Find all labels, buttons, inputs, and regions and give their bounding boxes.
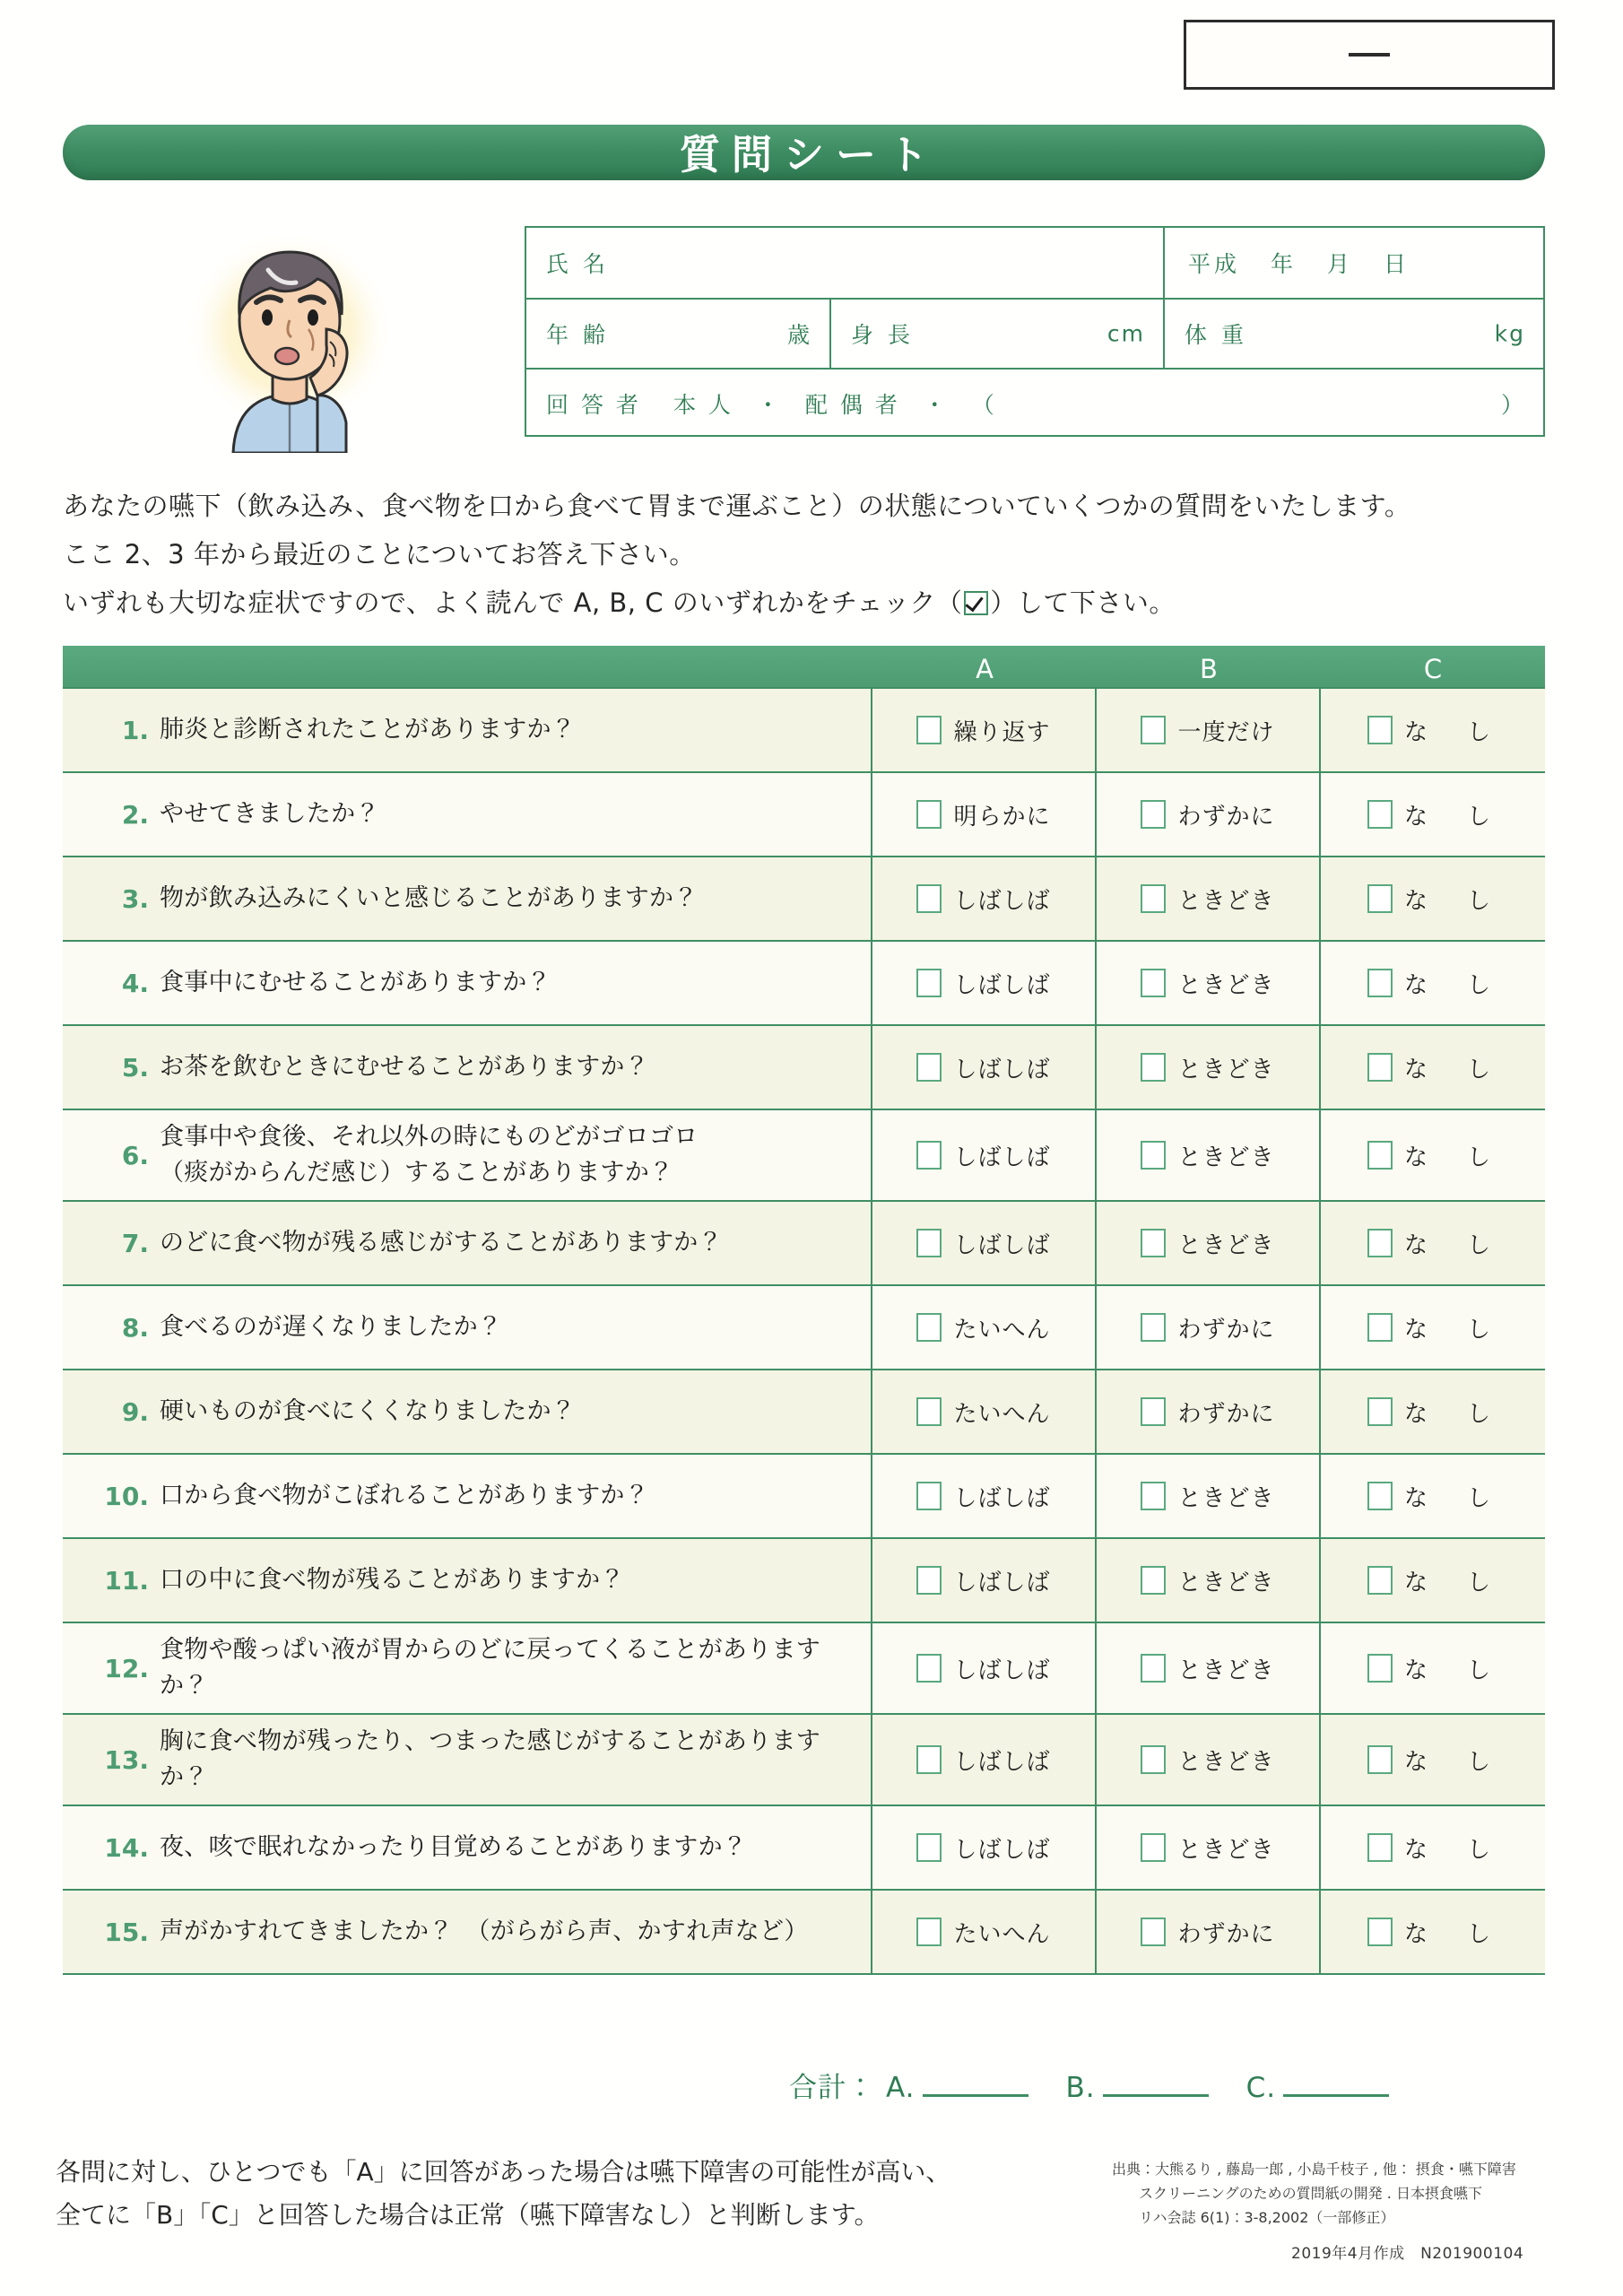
height-unit: cm: [1107, 320, 1145, 347]
name-label: 氏 名: [546, 251, 609, 277]
option-cell-c[interactable]: [1321, 689, 1545, 771]
checkbox-c[interactable]: [1367, 1313, 1393, 1342]
respondent-spouse-option[interactable]: 配 偶 者: [804, 391, 900, 418]
age-field[interactable]: [526, 300, 831, 368]
option-cell-a[interactable]: [872, 1202, 1097, 1284]
checkbox-b[interactable]: [1141, 1397, 1166, 1426]
citation-line-1: 出典：大熊るり , 藤島一郎 , 小島千枝子 , 他： 摂食・嚥下障害: [1112, 2161, 1516, 2178]
info-row-age-height-weight: [526, 300, 1543, 370]
checkbox-b[interactable]: [1141, 800, 1166, 829]
option-label-a: しばしば: [953, 1144, 1051, 1171]
option-cell-b[interactable]: [1097, 773, 1321, 856]
respondent-separator-1: ・: [756, 391, 782, 418]
option-label-b: 一度だけ: [1177, 718, 1275, 746]
intro-text: [63, 484, 1569, 630]
table-row: [63, 1202, 1545, 1286]
citation-line-2: スクリーニングのための質問紙の開発 . 日本摂食嚥下: [1139, 2185, 1482, 2202]
option-label-a: 明らかに: [953, 803, 1051, 831]
option-label-b: ときどき: [1177, 1484, 1275, 1512]
question-number: 9.: [121, 1396, 149, 1427]
weight-label: 体 重: [1185, 322, 1247, 348]
option-label-b: ときどき: [1177, 1748, 1275, 1776]
checkbox-b[interactable]: [1141, 969, 1166, 997]
footer-note-line-1: 各問に対し、ひとつでも「A」に回答があった場合は嚥下障害の可能性が高い、: [56, 2157, 951, 2187]
year-label: 年: [1271, 251, 1298, 277]
checkbox-c[interactable]: [1367, 1745, 1393, 1774]
checkbox-b[interactable]: [1141, 1482, 1166, 1510]
checkbox-a[interactable]: [916, 1053, 942, 1082]
totals-b[interactable]: [1066, 2072, 1209, 2104]
question-cell: [63, 942, 872, 1024]
question-text: 食事中や食後、それ以外の時にものどがゴロゴロ （痰がからんだ感じ）することがありますか？: [160, 1123, 699, 1187]
totals-a-blank[interactable]: [923, 2076, 1028, 2097]
option-label-a: しばしば: [953, 1836, 1051, 1864]
question-cell: [63, 1286, 872, 1369]
question-text: 食物や酸っぱい液が胃からのどに戻ってくることがありますか？: [160, 1636, 821, 1700]
option-cell-b[interactable]: [1097, 1623, 1321, 1713]
respondent-field[interactable]: [526, 370, 1543, 437]
respondent-other-close-paren: ）: [1500, 391, 1525, 418]
question-text: のどに食べ物が残る感じがすることがありますか？: [160, 1229, 723, 1257]
questions-rows-container: [63, 687, 1545, 1975]
questions-table: [63, 646, 1545, 1975]
option-label-b: わずかに: [1177, 1920, 1275, 1948]
checkbox-b[interactable]: [1141, 1654, 1166, 1683]
option-cell-c[interactable]: [1321, 1110, 1545, 1200]
option-label-c: な し: [1403, 1657, 1498, 1684]
age-label: 年 齢: [546, 322, 609, 348]
option-cell-c[interactable]: [1321, 773, 1545, 856]
stamp-box: [1184, 20, 1555, 90]
checkbox-c[interactable]: [1367, 1482, 1393, 1510]
question-number: 3.: [121, 883, 149, 914]
totals-b-blank[interactable]: [1103, 2076, 1209, 2097]
intro-line-3-part-b: ）して下さい。: [990, 587, 1176, 618]
weight-field[interactable]: [1165, 300, 1543, 368]
option-label-c: な し: [1403, 1144, 1498, 1171]
option-cell-c[interactable]: [1321, 1715, 1545, 1805]
totals-label: 合計：: [789, 2072, 875, 2104]
option-cell-c[interactable]: [1321, 1286, 1545, 1369]
option-label-a: たいへん: [953, 1400, 1051, 1428]
intro-line-2: ここ 2、3 年から最近のことについてお答え下さい。: [63, 539, 696, 570]
option-label-c: な し: [1403, 1920, 1498, 1948]
option-cell-a[interactable]: [872, 1539, 1097, 1622]
question-text: やせてきましたか？: [160, 800, 380, 828]
checkbox-a[interactable]: [916, 800, 942, 829]
question-text: 夜、咳で眠れなかったり目覚めることがありますか？: [160, 1833, 748, 1861]
question-number: 13.: [104, 1744, 149, 1775]
column-header-a: A: [976, 654, 994, 684]
totals-b-label: B.: [1065, 2072, 1096, 2104]
citation-line-3: リハ会誌 6(1)：3-8,2002（一部修正）: [1139, 2209, 1395, 2226]
option-cell-b[interactable]: [1097, 1539, 1321, 1622]
question-cell: [63, 773, 872, 856]
elderly-person-illustration: [151, 220, 429, 453]
option-cell-b[interactable]: [1097, 1110, 1321, 1200]
checked-checkbox-icon: [964, 591, 988, 615]
respondent-label: 回 答 者: [546, 391, 641, 418]
checkbox-c[interactable]: [1367, 1141, 1393, 1170]
question-number: 15.: [104, 1917, 149, 1947]
option-label-b: ときどき: [1177, 1569, 1275, 1596]
question-cell: [63, 1539, 872, 1622]
question-cell: [63, 1026, 872, 1109]
intro-line-1: あなたの嚥下（飲み込み、食べ物を口から食べて胃まで運ぶこと）の状態についていくつかの質問をいたします。: [63, 491, 1411, 521]
option-label-a: 繰り返す: [953, 718, 1051, 746]
checkbox-b[interactable]: [1141, 716, 1166, 744]
date-field[interactable]: [1165, 228, 1543, 298]
checkbox-c[interactable]: [1367, 884, 1393, 913]
table-row: [63, 1026, 1545, 1110]
checkbox-c[interactable]: [1367, 1566, 1393, 1595]
question-text: 口から食べ物がこぼれることがありますか？: [160, 1482, 649, 1509]
question-cell: [63, 1110, 872, 1200]
table-row: [63, 1623, 1545, 1715]
checkbox-b[interactable]: [1141, 884, 1166, 913]
option-label-c: な し: [1403, 887, 1498, 915]
option-label-b: わずかに: [1177, 1316, 1275, 1344]
option-cell-a[interactable]: [872, 773, 1097, 856]
checkbox-c[interactable]: [1367, 969, 1393, 997]
column-header-b: B: [1200, 654, 1218, 684]
question-text: 肺炎と診断されたことがありますか？: [160, 716, 577, 744]
info-row-respondent: [526, 370, 1543, 437]
option-cell-c[interactable]: [1321, 1455, 1545, 1537]
checkbox-b[interactable]: [1141, 1053, 1166, 1082]
checkbox-a[interactable]: [916, 1313, 942, 1342]
table-row: [63, 1806, 1545, 1891]
option-cell-c[interactable]: [1321, 1026, 1545, 1109]
option-cell-a[interactable]: [872, 1715, 1097, 1805]
question-number: 2.: [121, 799, 149, 830]
checkbox-a[interactable]: [916, 1918, 942, 1946]
question-cell: [63, 1370, 872, 1453]
option-label-a: しばしば: [953, 1231, 1051, 1259]
option-label-c: な し: [1403, 1484, 1498, 1512]
checkbox-c[interactable]: [1367, 1918, 1393, 1946]
respondent-self-option[interactable]: 本 人: [673, 391, 733, 418]
checkbox-a[interactable]: [916, 1141, 942, 1170]
option-cell-c[interactable]: [1321, 942, 1545, 1024]
option-cell-a[interactable]: [872, 1455, 1097, 1537]
table-row: [63, 1370, 1545, 1455]
option-label-b: わずかに: [1177, 1400, 1275, 1428]
option-label-c: な し: [1403, 718, 1498, 746]
option-label-c: な し: [1403, 1748, 1498, 1776]
height-label: 身 長: [851, 322, 914, 348]
option-label-a: しばしば: [953, 1056, 1051, 1083]
totals-a[interactable]: [886, 2072, 1028, 2104]
question-text: 物が飲み込みにくいと感じることがありますか？: [160, 884, 699, 912]
table-row: [63, 1715, 1545, 1806]
checkbox-b[interactable]: [1141, 1313, 1166, 1342]
checkbox-c[interactable]: [1367, 1833, 1393, 1862]
question-number: 8.: [121, 1312, 149, 1343]
option-label-c: な し: [1403, 1569, 1498, 1596]
checkbox-b[interactable]: [1141, 1229, 1166, 1257]
option-cell-c[interactable]: [1321, 1202, 1545, 1284]
checkbox-a[interactable]: [916, 1229, 942, 1257]
question-cell: [63, 1202, 872, 1284]
checkbox-c[interactable]: [1367, 1654, 1393, 1683]
page-title: 質問シート: [679, 131, 940, 179]
intro-line-3: [63, 581, 1569, 625]
option-cell-b[interactable]: [1097, 1202, 1321, 1284]
patient-info-table: [525, 226, 1545, 437]
checkbox-a[interactable]: [916, 884, 942, 913]
option-label-a: しばしば: [953, 887, 1051, 915]
option-cell-b[interactable]: [1097, 942, 1321, 1024]
document-code: 2019年4月作成 N201900104: [1291, 2245, 1524, 2263]
option-cell-a[interactable]: [872, 1110, 1097, 1200]
option-cell-a[interactable]: [872, 1286, 1097, 1369]
day-label: 日: [1384, 251, 1410, 277]
era-label: 平成: [1188, 251, 1241, 277]
table-row: [63, 942, 1545, 1026]
checkbox-b[interactable]: [1141, 1141, 1166, 1170]
question-text: お茶を飲むときにむせることがありますか？: [160, 1053, 649, 1081]
option-cell-b[interactable]: [1097, 1370, 1321, 1453]
question-cell: [63, 1623, 872, 1713]
option-cell-b[interactable]: [1097, 857, 1321, 940]
checkbox-c[interactable]: [1367, 716, 1393, 744]
questions-table-header: [63, 646, 1545, 687]
respondent-separator-2: ・: [923, 391, 949, 418]
option-label-a: しばしば: [953, 1484, 1051, 1512]
footer-interpretation-note: [56, 2151, 1042, 2237]
question-cell: [63, 1891, 872, 1973]
question-number: 5.: [121, 1052, 149, 1083]
checkbox-a[interactable]: [916, 1566, 942, 1595]
checkbox-a[interactable]: [916, 969, 942, 997]
option-cell-b[interactable]: [1097, 1891, 1321, 1973]
title-banner: [63, 125, 1545, 180]
table-row: [63, 1286, 1545, 1370]
info-row-name-date: [526, 228, 1543, 300]
option-label-c: な し: [1403, 1400, 1498, 1428]
option-label-b: ときどき: [1177, 1231, 1275, 1259]
option-cell-b[interactable]: [1097, 1026, 1321, 1109]
option-label-b: ときどき: [1177, 887, 1275, 915]
option-cell-b[interactable]: [1097, 1715, 1321, 1805]
option-label-b: ときどき: [1177, 1836, 1275, 1864]
option-cell-a[interactable]: [872, 1026, 1097, 1109]
checkbox-a[interactable]: [916, 1482, 942, 1510]
question-text: 声がかすれてきましたか？ （がらがら声、かすれ声など）: [160, 1918, 809, 1945]
question-text: 胸に食べ物が残ったり、つまった感じがすることがありますか？: [160, 1727, 821, 1791]
option-cell-b[interactable]: [1097, 689, 1321, 771]
checkbox-a[interactable]: [916, 1833, 942, 1862]
question-cell: [63, 689, 872, 771]
checkbox-c[interactable]: [1367, 800, 1393, 829]
option-cell-c[interactable]: [1321, 1891, 1545, 1973]
option-cell-c[interactable]: [1321, 1623, 1545, 1713]
option-cell-c[interactable]: [1321, 857, 1545, 940]
checkbox-c[interactable]: [1367, 1053, 1393, 1082]
totals-c-label: C.: [1245, 2072, 1277, 2104]
option-label-b: ときどき: [1177, 1144, 1275, 1171]
totals-c-blank[interactable]: [1283, 2076, 1389, 2097]
question-number: 6.: [121, 1140, 149, 1170]
option-label-a: しばしば: [953, 1657, 1051, 1684]
option-label-c: な し: [1403, 1836, 1498, 1864]
option-cell-a[interactable]: [872, 857, 1097, 940]
question-cell: [63, 857, 872, 940]
weight-unit: kg: [1494, 320, 1525, 347]
question-text: 口の中に食べ物が残ることがありますか？: [160, 1566, 625, 1594]
option-label-a: たいへん: [953, 1316, 1051, 1344]
checkbox-a[interactable]: [916, 1745, 942, 1774]
checkbox-b[interactable]: [1141, 1918, 1166, 1946]
month-label: 月: [1327, 251, 1354, 277]
option-label-b: ときどき: [1177, 1056, 1275, 1083]
table-row: [63, 1110, 1545, 1202]
option-cell-a[interactable]: [872, 942, 1097, 1024]
option-label-b: わずかに: [1177, 803, 1275, 831]
option-label-c: な し: [1403, 1316, 1498, 1344]
intro-line-3-part-a: いずれも大切な症状ですので、よく読んで A, B, C のいずれかをチェック（: [63, 587, 963, 618]
question-number: 10.: [104, 1481, 149, 1511]
question-text: 食べるのが遅くなりましたか？: [160, 1313, 503, 1341]
question-text: 硬いものが食べにくくなりましたか？: [160, 1397, 577, 1425]
option-label-a: たいへん: [953, 1920, 1051, 1948]
table-row: [63, 1539, 1545, 1623]
option-cell-c[interactable]: [1321, 1539, 1545, 1622]
option-cell-b[interactable]: [1097, 1806, 1321, 1889]
checkbox-c[interactable]: [1367, 1397, 1393, 1426]
question-cell: [63, 1715, 872, 1805]
column-header-c: C: [1423, 654, 1443, 684]
question-text: 食事中にむせることがありますか？: [160, 969, 551, 996]
option-cell-b[interactable]: [1097, 1455, 1321, 1537]
option-label-b: ときどき: [1177, 971, 1275, 999]
checkbox-a[interactable]: [916, 716, 942, 744]
totals-row: [789, 2065, 1389, 2105]
option-cell-c[interactable]: [1321, 1806, 1545, 1889]
totals-a-label: A.: [886, 2072, 916, 2104]
citation-block: [1112, 2157, 1578, 2230]
option-label-c: な し: [1403, 971, 1498, 999]
option-label-a: しばしば: [953, 971, 1051, 999]
height-field[interactable]: [831, 300, 1165, 368]
table-row: [63, 1455, 1545, 1539]
checkbox-b[interactable]: [1141, 1566, 1166, 1595]
option-cell-a[interactable]: [872, 1370, 1097, 1453]
option-label-c: な し: [1403, 1231, 1498, 1259]
option-cell-c[interactable]: [1321, 1370, 1545, 1453]
checkbox-a[interactable]: [916, 1654, 942, 1683]
totals-c[interactable]: [1246, 2072, 1390, 2104]
respondent-other-open-paren: （: [971, 391, 997, 418]
question-number: 1.: [121, 715, 149, 745]
stamp-dash-icon: [1349, 53, 1390, 57]
option-cell-a[interactable]: [872, 1623, 1097, 1713]
table-row: [63, 857, 1545, 942]
option-label-a: しばしば: [953, 1748, 1051, 1776]
question-number: 11.: [104, 1565, 149, 1596]
footer-note-line-2: 全てに「B」「C」と回答した場合は正常（嚥下障害なし）と判断します。: [56, 2200, 880, 2230]
option-cell-a[interactable]: [872, 689, 1097, 771]
table-row: [63, 687, 1545, 773]
question-number: 12.: [104, 1653, 149, 1683]
age-unit: 歳: [786, 322, 812, 348]
question-number: 7.: [121, 1228, 149, 1258]
question-cell: [63, 1455, 872, 1537]
question-cell: [63, 1806, 872, 1889]
option-label-c: な し: [1403, 803, 1498, 831]
option-label-a: しばしば: [953, 1569, 1051, 1596]
question-number: 4.: [121, 968, 149, 998]
checkbox-b[interactable]: [1141, 1745, 1166, 1774]
name-field[interactable]: [526, 228, 1165, 298]
option-label-c: な し: [1403, 1056, 1498, 1083]
checkbox-c[interactable]: [1367, 1229, 1393, 1257]
option-cell-a[interactable]: [872, 1891, 1097, 1973]
question-number: 14.: [104, 1832, 149, 1863]
option-cell-a[interactable]: [872, 1806, 1097, 1889]
table-row: [63, 1891, 1545, 1975]
table-row: [63, 773, 1545, 857]
option-cell-b[interactable]: [1097, 1286, 1321, 1369]
option-label-b: ときどき: [1177, 1657, 1275, 1684]
checkbox-b[interactable]: [1141, 1833, 1166, 1862]
checkbox-a[interactable]: [916, 1397, 942, 1426]
